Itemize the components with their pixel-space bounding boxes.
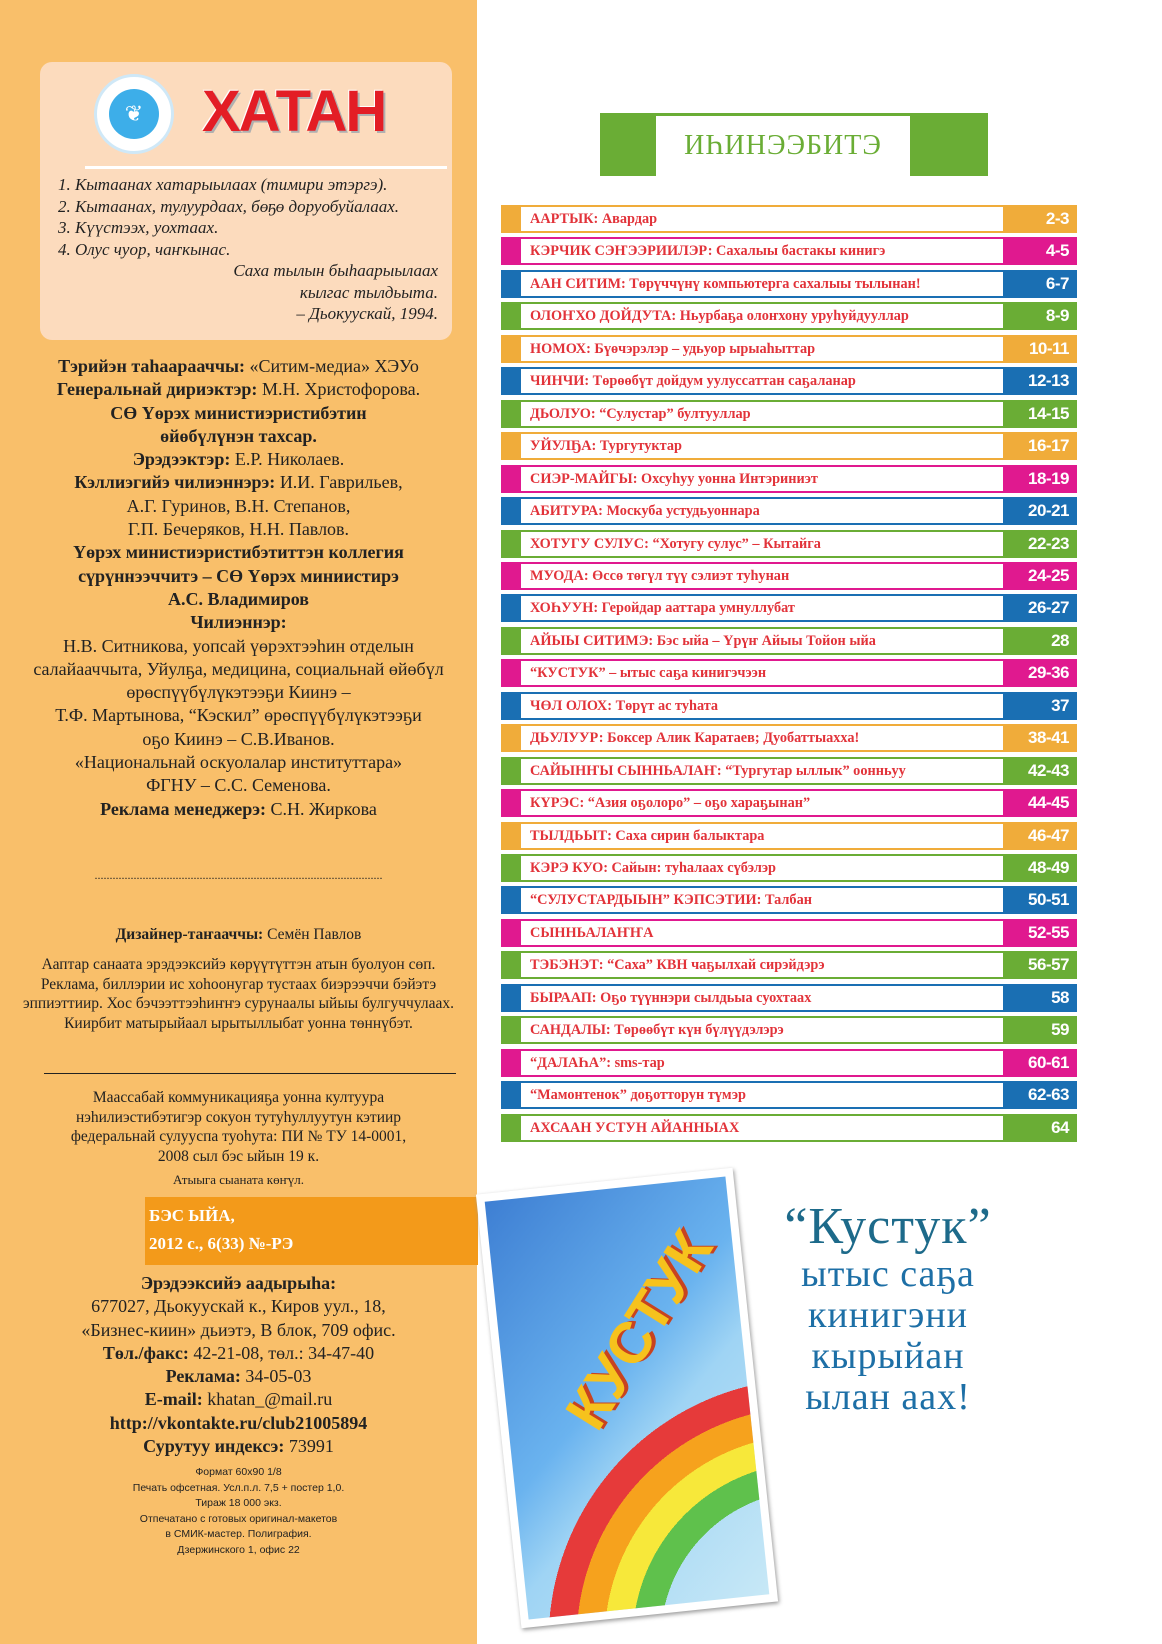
color-tab bbox=[501, 1114, 521, 1142]
credit-line-value: И.И. Гаврильев, bbox=[275, 472, 403, 493]
left-panel bbox=[0, 0, 477, 1644]
toc-item[interactable] bbox=[501, 237, 1077, 265]
toc-item[interactable] bbox=[501, 1114, 1077, 1142]
toc-item[interactable] bbox=[501, 951, 1077, 979]
credit-line bbox=[0, 774, 477, 797]
toc-item-title: САЙЫНҤЫ СЫННЬАЛАҤ: “Тургутар ыллык” оонньуу bbox=[521, 757, 1005, 785]
magazine-logo: ХАТАН bbox=[202, 79, 386, 144]
color-tab bbox=[501, 951, 521, 979]
toc-item-pages: 4-5 bbox=[1005, 237, 1077, 265]
toc-item[interactable] bbox=[501, 789, 1077, 817]
issue-month: БЭС ЫЙА, bbox=[149, 1206, 235, 1225]
toc-title: ИҺИНЭЭБИТЭ bbox=[656, 116, 910, 176]
toc-item[interactable] bbox=[501, 432, 1077, 460]
toc-item-title: УЙУЛҔА: Тургутуктар bbox=[521, 432, 1005, 460]
credit-line-label: Кэллиэгийэ чилиэннэрэ: bbox=[74, 472, 276, 493]
color-tab bbox=[501, 886, 521, 914]
color-tab bbox=[501, 919, 521, 947]
toc-item-pages: 29-36 bbox=[1005, 659, 1077, 687]
contact-info bbox=[0, 1272, 477, 1458]
toc-item-pages: 64 bbox=[1005, 1114, 1077, 1142]
toc-item-title: СЫННЬАЛАҤҤА bbox=[521, 919, 1005, 947]
toc-item[interactable] bbox=[501, 1081, 1077, 1109]
toc-item-pages: 12-13 bbox=[1005, 367, 1077, 395]
toc-item-pages: 22-23 bbox=[1005, 530, 1077, 558]
toc-item-pages: 18-19 bbox=[1005, 465, 1077, 493]
toc-item[interactable] bbox=[501, 822, 1077, 850]
credit-line bbox=[0, 751, 477, 774]
credit-line-label: Генеральнай дириэктэр: bbox=[56, 379, 258, 400]
color-tab bbox=[501, 465, 521, 493]
credit-line-value: А.Г. Гуринов, В.Н. Степанов, bbox=[126, 495, 351, 516]
credit-line bbox=[0, 798, 477, 821]
color-tab bbox=[501, 984, 521, 1012]
promo-line: ытыс саҕа bbox=[801, 1253, 975, 1295]
credit-line-value: «Ситим-медиа» ХЭУо bbox=[245, 356, 419, 376]
print-info-line: в СМИК-мастер. Полиграфия. bbox=[165, 1528, 312, 1540]
toc-item-pages: 14-15 bbox=[1005, 400, 1077, 428]
definition-source: – Дьокуускай, 1994. bbox=[296, 304, 438, 323]
toc-item[interactable] bbox=[501, 302, 1077, 330]
toc-item[interactable] bbox=[501, 205, 1077, 233]
toc-item-pages: 6-7 bbox=[1005, 270, 1077, 298]
toc-item[interactable] bbox=[501, 562, 1077, 590]
color-tab bbox=[501, 627, 521, 655]
color-tab bbox=[501, 497, 521, 525]
registration-info bbox=[0, 1088, 477, 1166]
color-tab bbox=[501, 822, 521, 850]
color-tab bbox=[501, 659, 521, 687]
divider bbox=[85, 166, 447, 169]
credit-line bbox=[0, 704, 477, 727]
toc-item[interactable] bbox=[501, 984, 1077, 1012]
credit-line bbox=[0, 448, 477, 471]
credit-line bbox=[0, 378, 477, 401]
credit-line bbox=[0, 425, 477, 448]
ministry-emblem-icon: ❦ bbox=[94, 74, 174, 154]
toc-header bbox=[600, 113, 988, 176]
credit-line-label: СӨ Үөрэх министиэристибэтин bbox=[110, 402, 367, 423]
toc-item-pages: 56-57 bbox=[1005, 951, 1077, 979]
contact-line bbox=[0, 1435, 477, 1458]
issue-number: 2012 с., 6(33) №-РЭ bbox=[149, 1234, 294, 1253]
credit-line-value: С.Н. Жиркова bbox=[266, 798, 377, 819]
toc-item-pages: 52-55 bbox=[1005, 919, 1077, 947]
contact-line-label: Төл./факс: bbox=[102, 1342, 189, 1363]
toc-item-pages: 42-43 bbox=[1005, 757, 1077, 785]
credit-line-label: Реклама менеджерэ: bbox=[100, 798, 267, 819]
color-tab bbox=[501, 1049, 521, 1077]
credit-line-value: М.Н. Христофорова. bbox=[257, 379, 421, 400]
toc-item-title: МУОДА: Өссө төгүл түү сэлиэт туһунан bbox=[521, 562, 1005, 590]
color-tab bbox=[501, 302, 521, 330]
toc-item-title: АБИТУРА: Москуба устудьуоннара bbox=[521, 497, 1005, 525]
color-tab bbox=[501, 594, 521, 622]
contact-line-value: 34-05-03 bbox=[240, 1366, 312, 1387]
promo-title: “Кустук” bbox=[784, 1198, 992, 1255]
toc-item[interactable] bbox=[501, 919, 1077, 947]
credit-line bbox=[0, 402, 477, 425]
credit-line bbox=[0, 355, 477, 378]
toc-item-pages: 38-41 bbox=[1005, 724, 1077, 752]
color-tab bbox=[501, 530, 521, 558]
credit-line-value: салайааччыта, Уйулҕа, медицина, социальнай өйөбүл bbox=[33, 658, 444, 679]
toc-item-pages: 60-61 bbox=[1005, 1049, 1077, 1077]
color-tab bbox=[501, 432, 521, 460]
toc-item[interactable] bbox=[501, 659, 1077, 687]
color-tab bbox=[501, 724, 521, 752]
credit-line-label: Тэрийэн таһаарааччы: bbox=[58, 356, 246, 376]
toc-item-title: НОМОХ: Бүөчэрэлэр – удьуор ырыаһыттар bbox=[521, 335, 1005, 363]
credit-line-label: Чилиэннэр: bbox=[190, 612, 287, 633]
contact-line-value: «Бизнес-киин» дьиэтэ, В блок, 709 офис. bbox=[81, 1319, 396, 1340]
credit-line-label: Үөрэх министиэристибэтиттэн коллегия bbox=[73, 542, 404, 563]
toc-item-title: ЧИНЧИ: Төрөөбүт дойдум уулуссаттан саҕаланар bbox=[521, 367, 1005, 395]
credit-line-value: Е.Р. Николаев. bbox=[230, 449, 345, 470]
toc-item[interactable] bbox=[501, 497, 1077, 525]
credit-line-value: «Национальнай оскуолалар институттара» bbox=[74, 752, 403, 773]
toc-item[interactable] bbox=[501, 530, 1077, 558]
color-tab bbox=[501, 854, 521, 882]
rainbow-artwork bbox=[485, 1177, 770, 1620]
toc-item-title: БЫРААП: Оҕо түүннэри сылдьыа суохтаах bbox=[521, 984, 1005, 1012]
toc-item-title: ТЭБЭНЭТ: “Саха” КВН чаҕылхай сирэйдэрэ bbox=[521, 951, 1005, 979]
definition-source: кылгас тылдьыта. bbox=[299, 282, 438, 302]
toc-item[interactable] bbox=[501, 886, 1077, 914]
credit-line-value: Г.П. Бечеряков, Н.Н. Павлов. bbox=[127, 519, 350, 540]
toc-item-title: АЙЫЫ СИТИМЭ: Бэс ыйа – Үрүҥ Айыы Тойон ыйа bbox=[521, 627, 1005, 655]
color-tab bbox=[501, 237, 521, 265]
toc-item-title: ААРТЫК: Авардар bbox=[521, 205, 1005, 233]
toc-item-title: ХОҺУУН: Геройдар ааттара умнуллубат bbox=[521, 594, 1005, 622]
contact-line-value: 73991 bbox=[284, 1436, 334, 1457]
contact-line-value: 677027, Дьокуускай к., Киров уул., 18, bbox=[91, 1296, 386, 1317]
toc-item[interactable] bbox=[501, 465, 1077, 493]
toc-item-pages: 46-47 bbox=[1005, 822, 1077, 850]
definition-block bbox=[58, 174, 438, 325]
toc-item-pages: 2-3 bbox=[1005, 205, 1077, 233]
toc-item-title: ЧӨЛ ОЛОХ: Төрүт ас туһата bbox=[521, 692, 1005, 720]
color-tab bbox=[501, 692, 521, 720]
credit-line-label: А.С. Владимиров bbox=[168, 588, 309, 609]
cover-title: КУСТУК bbox=[553, 1219, 726, 1441]
toc-item[interactable] bbox=[501, 1016, 1077, 1044]
credit-line bbox=[0, 681, 477, 704]
toc-item[interactable] bbox=[501, 1049, 1077, 1077]
color-tab bbox=[501, 789, 521, 817]
toc-item[interactable] bbox=[501, 854, 1077, 882]
credit-line bbox=[0, 495, 477, 518]
toc-item-title: КҮРЭС: “Азия оҕолоро” – оҕо хараҕынан” bbox=[521, 789, 1005, 817]
toc-item-pages: 50-51 bbox=[1005, 886, 1077, 914]
toc-item[interactable] bbox=[501, 724, 1077, 752]
color-tab bbox=[501, 1081, 521, 1109]
contact-line-value: khatan_@mail.ru bbox=[202, 1389, 333, 1410]
credit-line bbox=[0, 518, 477, 541]
color-tab bbox=[501, 400, 521, 428]
color-tab bbox=[501, 335, 521, 363]
contact-line bbox=[0, 1342, 477, 1365]
print-info-line: Печать офсетная. Усл.п.л. 7,5 + постер 1,0. bbox=[132, 1481, 345, 1494]
toc-item-title: ХОТУГУ СУЛУС: “Хотугу сулус” – Кытайга bbox=[521, 530, 1005, 558]
toc-item-pages: 58 bbox=[1005, 984, 1077, 1012]
kustuk-cover-image bbox=[476, 1168, 778, 1629]
credit-line-value: өрөспүүбүлүкэтээҕи Киинэ – bbox=[126, 682, 351, 703]
definition-line: 3. Күүстээх, уохтаах. bbox=[58, 218, 219, 237]
toc-item-pages: 8-9 bbox=[1005, 302, 1077, 330]
designer-label: Дизайнер-таҥааччы: bbox=[115, 926, 264, 943]
promo-line: кырыйан bbox=[811, 1335, 965, 1377]
credit-line-label: сүрүннээччитэ – СӨ Үөрэх миниистирэ bbox=[78, 565, 399, 586]
credit-line-label: өйөбүлүнэн тахсар. bbox=[160, 425, 317, 446]
toc-item-title: САНДАЛЫ: Төрөөбүт күн бүлүүдэлэрэ bbox=[521, 1016, 1005, 1044]
credit-line bbox=[0, 588, 477, 611]
print-info bbox=[0, 1465, 477, 1558]
credit-line-value: оҕо Киинэ – С.В.Иванов. bbox=[142, 728, 335, 749]
toc-item-title: ОЛОҤХО ДОЙДУТА: Ньурбаҕа олоҥхону уруһуйдууллар bbox=[521, 302, 1005, 330]
contact-line-label: Сурутуу индексэ: bbox=[143, 1436, 285, 1457]
toc-item-title: КЭРЭ КУО: Сайын: туһалаах сүбэлэр bbox=[521, 854, 1005, 882]
credit-line-value: ФГНУ – С.С. Семенова. bbox=[146, 775, 331, 796]
toc-item-title: ДЬОЛУО: “Сулустар” бултууллар bbox=[521, 400, 1005, 428]
toc-item-pages: 26-27 bbox=[1005, 594, 1077, 622]
contact-line bbox=[0, 1388, 477, 1411]
contact-line-label: http://vkontakte.ru/club21005894 bbox=[109, 1412, 368, 1433]
disclaimer: Ааптар санаата эрэдээксийэ көрүүтүттэн атын буолуон сөп. Реклама, биллэрии ис хоһоонугар тустаах биэрээччи бэйэтэ эппиэттиир. Хос бэчээттээһиҥҥэ сурунаалы ыйыы булгуччулаах. Киирбит матырыйаал ырытыллыбат уонна төннүбэт. bbox=[22, 956, 455, 1032]
contact-line-label: Реклама: bbox=[165, 1366, 241, 1387]
toc-item-title: ААН СИТИМ: Төрүччүнү компьютерга сахалыы тылынан! bbox=[521, 270, 1005, 298]
color-tab bbox=[501, 1016, 521, 1044]
credit-line bbox=[0, 471, 477, 494]
credit-line bbox=[0, 541, 477, 564]
toc-item-title: КЭРЧИК СЭҤЭЭРИИЛЭР: Сахалыы бастакы кинигэ bbox=[521, 237, 1005, 265]
toc-item-title: “ДАЛАҺА”: sms-тар bbox=[521, 1049, 1005, 1077]
credit-line-label: Эрэдээктэр: bbox=[132, 449, 231, 470]
toc-item-pages: 44-45 bbox=[1005, 789, 1077, 817]
issue-banner bbox=[145, 1197, 478, 1265]
divider bbox=[44, 1073, 456, 1074]
credit-line bbox=[0, 728, 477, 751]
definition-source: Саха тылын быһаарыылаах bbox=[233, 261, 438, 280]
contact-line bbox=[0, 1365, 477, 1388]
toc-item-pages: 24-25 bbox=[1005, 562, 1077, 590]
contact-line bbox=[0, 1272, 477, 1295]
definition-line: 4. Олус чуор, чаҥкынас. bbox=[58, 239, 231, 259]
registration-line: нэһилиэстибэтигэр сокуон тутуһуллуутун кэтиир bbox=[75, 1108, 402, 1126]
contact-line-label: E-mail: bbox=[144, 1389, 203, 1410]
color-tab bbox=[501, 562, 521, 590]
contact-line bbox=[0, 1412, 477, 1435]
toc-item-pages: 48-49 bbox=[1005, 854, 1077, 882]
editorial-credits bbox=[0, 355, 477, 821]
color-tab bbox=[501, 205, 521, 233]
designer-credit bbox=[0, 926, 477, 944]
print-info-line: Тираж 18 000 экз. bbox=[195, 1497, 282, 1509]
toc-item[interactable] bbox=[501, 627, 1077, 655]
contact-line-value: 42-21-08, төл.: 34-47-40 bbox=[188, 1342, 375, 1363]
toc-item-pages: 59 bbox=[1005, 1016, 1077, 1044]
registration-line: 2008 сыл бэс ыйын 19 к. bbox=[157, 1147, 320, 1165]
toc-item-pages: 28 bbox=[1005, 627, 1077, 655]
toc-item[interactable] bbox=[501, 367, 1077, 395]
toc-item[interactable] bbox=[501, 692, 1077, 720]
toc-item[interactable] bbox=[501, 594, 1077, 622]
toc-item-pages: 20-21 bbox=[1005, 497, 1077, 525]
toc-item-title: “СУЛУСТАРДЫЫН” КЭПСЭТИИ: Талбан bbox=[521, 886, 1005, 914]
toc-item-title: ТЫЛДЬЫТ: Саха сирин балыктара bbox=[521, 822, 1005, 850]
contact-line-label: Эрэдээксийэ аадырыһа: bbox=[140, 1273, 337, 1293]
color-tab bbox=[501, 367, 521, 395]
credit-line bbox=[0, 611, 477, 634]
toc-item-title: “КУСТУК” – ытыс саҕа кинигэчээн bbox=[521, 659, 1005, 687]
toc-item-title: АХСААН УСТУН АЙАННЫАХ bbox=[521, 1114, 1005, 1142]
credit-line-value: Т.Ф. Мартынова, “Кэскил” өрөспүүбүлүкэтээҕи bbox=[55, 705, 422, 726]
credit-line bbox=[0, 658, 477, 681]
toc-item-pages: 62-63 bbox=[1005, 1081, 1077, 1109]
toc-item[interactable] bbox=[501, 757, 1077, 785]
toc-item-title: “Мамонтенок” доҕотторун түмэр bbox=[521, 1081, 1005, 1109]
promo-line: ылан аах! bbox=[805, 1376, 971, 1418]
credit-line bbox=[0, 565, 477, 588]
toc-item-title: ДЬУЛУУР: Боксер Алик Каратаев; Дуобаттыахха! bbox=[521, 724, 1005, 752]
toc-item-pages: 10-11 bbox=[1005, 335, 1077, 363]
print-info-line: Дзержинского 1, офис 22 bbox=[177, 1543, 300, 1556]
toc-item[interactable] bbox=[501, 270, 1077, 298]
color-tab bbox=[501, 757, 521, 785]
definition-line: 1. Кытаанах хатарыылаах (тимири этэргэ). bbox=[58, 175, 388, 194]
promo-line: кинигэни bbox=[807, 1294, 969, 1336]
toc-item-pages: 37 bbox=[1005, 692, 1077, 720]
price-note: Атыыга сыаната көҥүл. bbox=[173, 1172, 304, 1187]
promo-text bbox=[768, 1200, 1008, 1418]
credit-line-value: Н.В. Ситникова, уопсай үөрэхтээһин отделын bbox=[63, 635, 414, 656]
color-tab bbox=[501, 270, 521, 298]
toc-item[interactable] bbox=[501, 335, 1077, 363]
dotted-separator: ................................................................................................ bbox=[94, 868, 383, 882]
definition-line: 2. Кытаанах, тулуурдаах, бөҕө доруобуйалаах. bbox=[58, 196, 400, 216]
designer-name: Семён Павлов bbox=[263, 926, 362, 943]
toc-item-pages: 16-17 bbox=[1005, 432, 1077, 460]
credit-line bbox=[0, 635, 477, 658]
registration-line: федеральнай сулууспа туоһута: ПИ № ТУ 14-0001, bbox=[70, 1128, 407, 1145]
registration-line: Маассабай коммуникацияҕа уонна култуура bbox=[92, 1089, 385, 1106]
masthead-box bbox=[40, 62, 452, 340]
print-info-line: Отпечатано с готовых оригинал-макетов bbox=[139, 1512, 338, 1525]
contact-line bbox=[0, 1295, 477, 1318]
contact-line bbox=[0, 1319, 477, 1342]
toc-item-title: СИЭР-МАЙГЫ: Охсуһуу уонна Интэриниэт bbox=[521, 465, 1005, 493]
toc-item[interactable] bbox=[501, 400, 1077, 428]
print-info-line: Формат 60х90 1/8 bbox=[195, 1466, 282, 1478]
